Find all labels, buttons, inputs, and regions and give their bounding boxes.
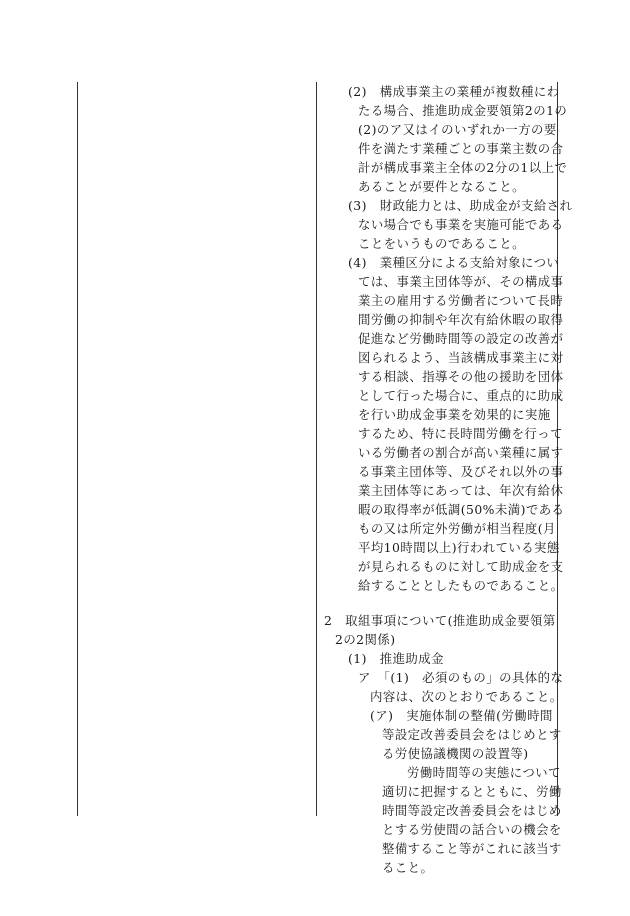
- text-line: 等設定改善委員会をはじめとす: [382, 727, 562, 742]
- text-line: を行い助成金事業を効果的に実施: [358, 407, 551, 422]
- text-line: 2 取組事項について(推進助成金要領第: [324, 613, 556, 628]
- text-line: 暇の取得率が低調(50%未満)である: [358, 502, 565, 517]
- text-line: もの又は所定外労働が相当程度(月: [358, 521, 556, 536]
- text-line: (2)のア又はイのいずれか一方の要: [358, 122, 557, 137]
- text-line: (ア) 実施体制の整備(労働時間: [370, 708, 553, 723]
- text-line: 内容は、次のとおりであること。: [370, 689, 563, 704]
- text-line: 件を満たす業種ごとの事業主数の合: [358, 141, 564, 156]
- text-line: 労働時間等の実態について: [407, 765, 561, 780]
- text-line: 業主団体等にあっては、年次有給休: [358, 483, 564, 498]
- text-line: (1) 推進助成金: [348, 651, 444, 666]
- text-line: する相談、指導その他の援助を団体: [358, 369, 564, 384]
- text-line: 間労働の抑制や年次有給休暇の取得: [358, 312, 564, 327]
- left-column-rule: [77, 82, 78, 816]
- text-line: ア 「(1) 必須のもの」の具体的な: [358, 670, 564, 685]
- text-line: 整備すること等がこれに該当す: [382, 841, 562, 856]
- text-line: 給することとしたものであること。: [358, 578, 564, 593]
- text-line: 促進など労働時間等の設定の改善が: [358, 331, 564, 346]
- text-line: が見られるものに対して助成金を支: [358, 559, 564, 574]
- text-line: ことをいうものであること。: [358, 236, 525, 251]
- middle-column-rule: [316, 82, 317, 816]
- text-line: 図られるよう、当該構成事業主に対: [358, 350, 564, 365]
- text-line: ない場合でも事業を実施可能である: [358, 217, 564, 232]
- text-line: 計が構成事業主全体の2分の1以上で: [358, 160, 568, 175]
- text-line: 時間等設定改善委員会をはじめ: [382, 803, 562, 818]
- text-line: として行った場合に、重点的に助成: [358, 388, 564, 403]
- text-line: 2の2関係): [335, 632, 396, 647]
- text-line: たる場合、推進助成金要領第2の1の: [358, 103, 568, 118]
- text-line: る労使協議機関の設置等): [382, 746, 529, 761]
- text-line: あることが要件となること。: [358, 179, 525, 194]
- text-line: いる労働者の割合が高い業種に属す: [358, 445, 564, 460]
- text-line: 平均10時間以上)行われている実態: [358, 540, 560, 555]
- text-line: (4) 業種区分による支給対象につい: [348, 255, 560, 270]
- text-line: る事業主団体等、及びそれ以外の事: [358, 464, 564, 479]
- text-line: (3) 財政能力とは、助成金が支給され: [348, 198, 573, 213]
- text-line: (2) 構成事業主の業種が複数種にわ: [348, 84, 560, 99]
- text-line: 業主の雇用する労働者について長時: [358, 293, 564, 308]
- text-line: ること。: [382, 860, 434, 875]
- text-line: 適切に把握するとともに、労働: [382, 784, 562, 799]
- text-line: とする労使間の話合いの機会を: [382, 822, 562, 837]
- text-line: ては、事業主団体等が、その構成事: [358, 274, 564, 289]
- text-line: するため、特に長時間労働を行って: [358, 426, 563, 441]
